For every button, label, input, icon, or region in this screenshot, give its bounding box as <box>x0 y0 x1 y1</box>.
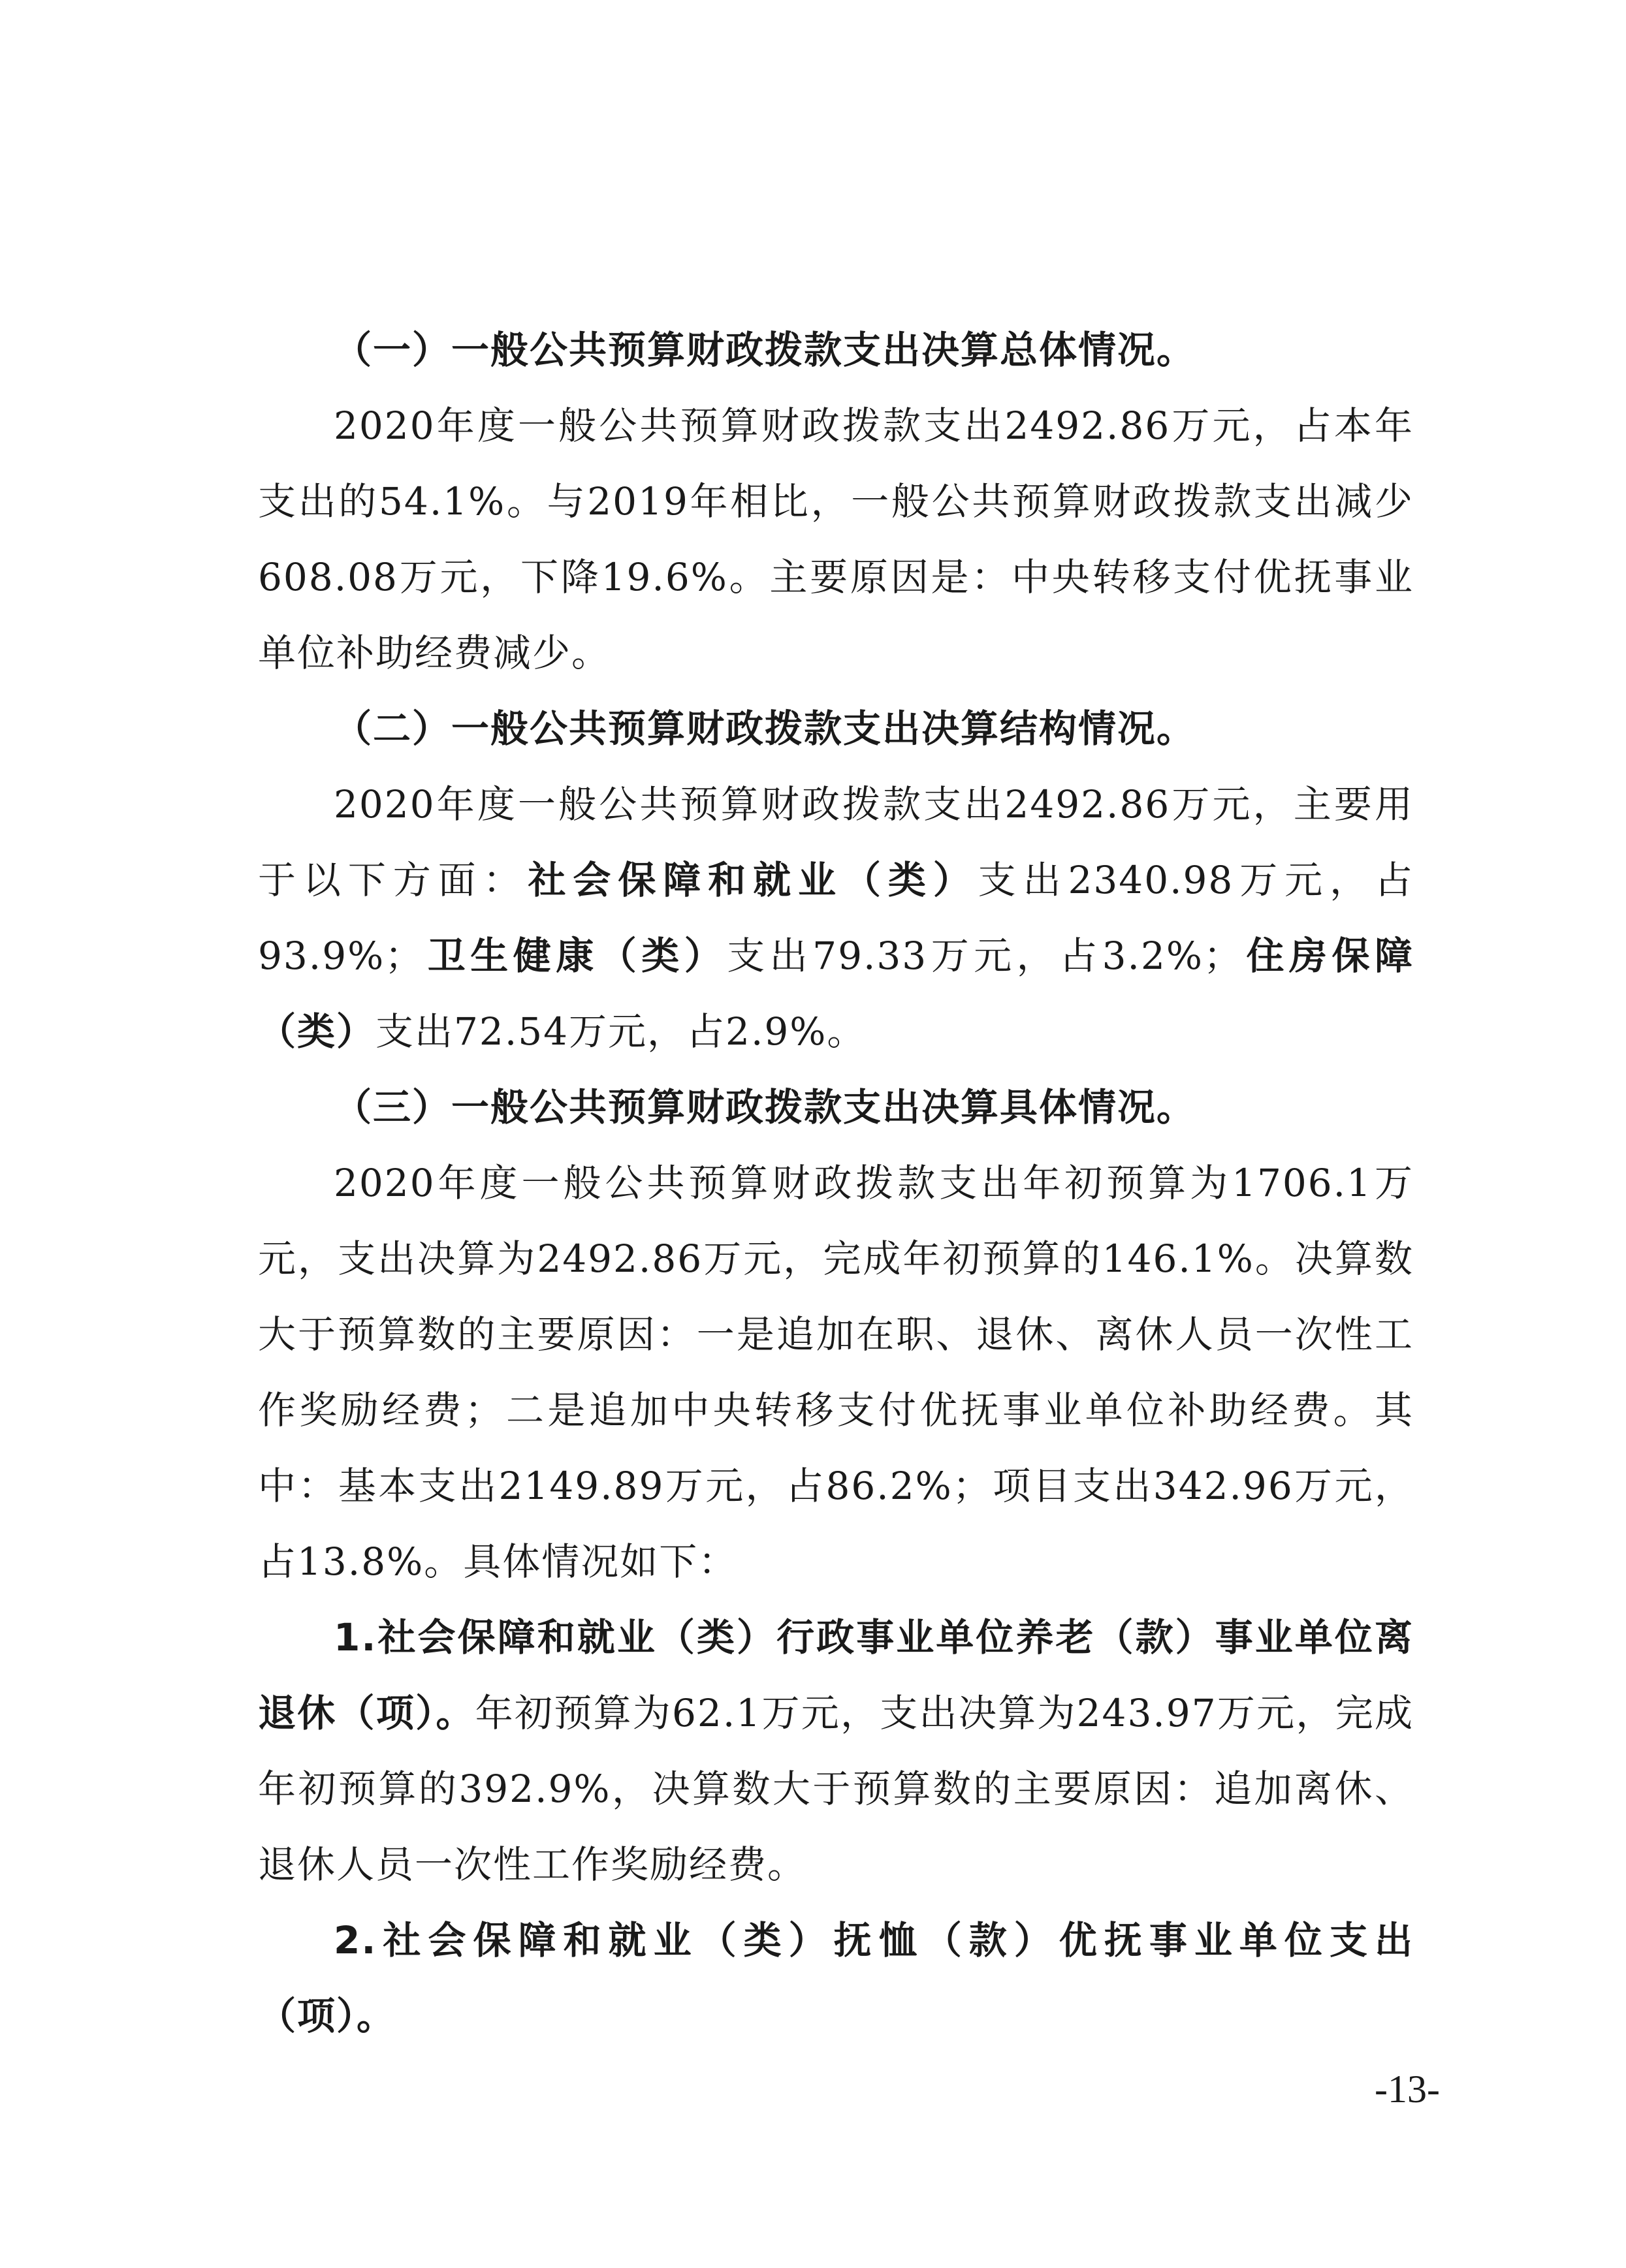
category-social-security-text: 支出2340.98万元，占93.9%； <box>258 858 1414 978</box>
structure-intro: 2020年度一般公共预算财政拨款支出2492.86万元，主要用于以下方面： <box>258 782 1414 902</box>
detail-item-1-title: 1.社会保障和就业（类）行政事业单位养老（款）事业单位离退休（项）。 <box>258 1615 1414 1735</box>
section-heading-1: （一）一般公共预算财政拨款支出决算总体情况。 <box>334 328 1196 372</box>
section-heading-3: （三）一般公共预算财政拨款支出决算具体情况。 <box>334 1085 1196 1129</box>
category-social-security: 社会保障和就业（类） <box>528 858 978 902</box>
section-paragraph-3: 2020年度一般公共预算财政拨款支出年初预算为1706.1万元，支出决算为2492.86万元，完成年初预算的146.1%。决算数大于预算数的主要原因：一是追加在职、退休、离休人员一次性工作奖励经费；二是追加中央转移支付优抚事业单位补助经费。其中：基本支出2149.89万元，占86.2%；项目支出342.96万元，占13.8%。具体情况如下： <box>258 1161 1414 1584</box>
page-number: -13- <box>1375 2068 1440 2111</box>
detail-item-2-title: 2.社会保障和就业（类）抚恤（款）优抚事业单位支出（项）。 <box>258 1918 1414 2038</box>
section-paragraph-2 <box>258 766 1414 1069</box>
section-heading-2: （二）一般公共预算财政拨款支出决算结构情况。 <box>334 706 1196 751</box>
category-housing-text: 支出72.54万元，占2.9%。 <box>375 1009 867 1054</box>
category-housing: 住房保障（类） <box>258 934 1414 1054</box>
section-paragraph-1: 2020年度一般公共预算财政拨款支出2492.86万元，占本年支出的54.1%。与2019年相比，一般公共预算财政拨款支出减少608.08万元，下降19.6%。主要原因是：中央转移支付优抚事业单位补助经费减少。 <box>258 403 1414 675</box>
detail-item-1 <box>258 1599 1414 1902</box>
detail-item-2 <box>258 1902 1414 2054</box>
category-health: 卫生健康（类） <box>424 934 727 978</box>
detail-item-1-text: 年初预算为62.1万元，支出决算为243.97万元，完成年初预算的392.9%，决算数大于预算数的主要原因：追加离休、退休人员一次性工作奖励经费。 <box>258 1691 1414 1887</box>
document-body <box>258 312 1414 2054</box>
category-health-text: 支出79.33万元，占3.2%； <box>727 934 1243 978</box>
